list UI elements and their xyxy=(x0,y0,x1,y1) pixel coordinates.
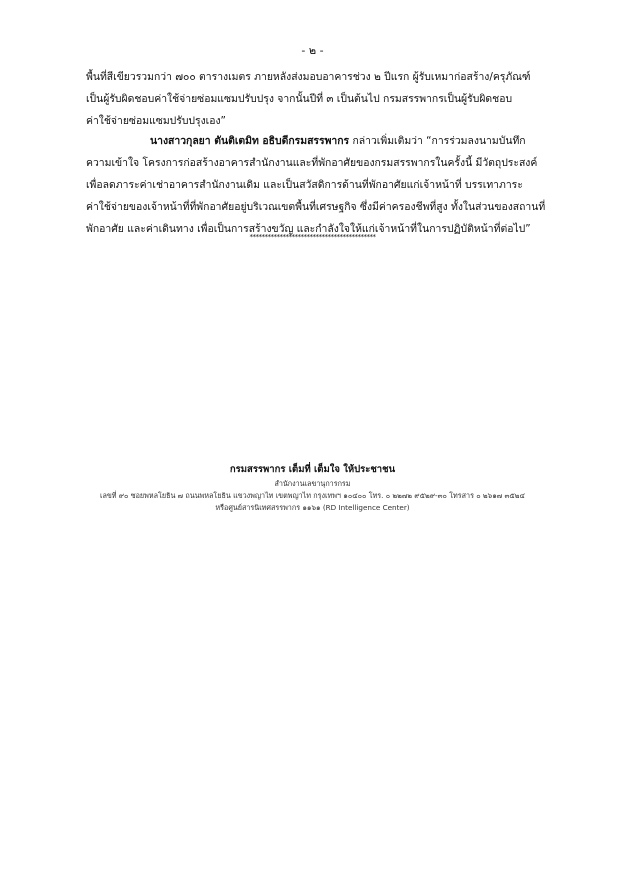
page-number: - ๒ - xyxy=(301,44,324,57)
paragraph-1-line-3: ค่าใช้จ่ายซ่อมแซมปรับปรุงเอง” xyxy=(86,115,226,127)
footer-address: เลขที่ ๙๐ ซอยพหลโยธิน ๗ ถนนพหลโยธิน แขวงพญาไท เขตพญาไท กรุงเทพฯ ๑๐๔๐๐ โทร. ๐ ๒๒๗๒ ๙๕๒๙-๓๐ โทรสาร ๐ ๒๖๑๗ ๓๕๒๔ xyxy=(100,491,525,500)
speaker-name: นางสาวกุลยา ตันติเตมิท อธิบดีกรมสรรพากร xyxy=(150,135,350,147)
paragraph-1-line-1: พื้นที่สีเขียวรวมกว่า ๗๐๐ ตารางเมตร ภายหลังส่งมอบอาคารช่วง ๒ ปีแรก ผู้รับเหมาก่อสร้าง/ครุภัณฑ์ xyxy=(86,71,531,83)
paragraph-2-line-5: พักอาศัย และค่าเดินทาง เพื่อเป็นการสร้างขวัญ และกำลังใจให้แก่เจ้าหน้าที่ในการปฏิบัติหน้าที่ต่อไป” xyxy=(86,223,531,235)
paragraph-2-line-3: เพื่อลดภาระค่าเช่าอาคารสำนักงานเดิม และเป็นสวัสดิการด้านที่พักอาศัยแก่เจ้าหน้าที่ บรรเทาภาระ xyxy=(86,179,523,191)
paragraph-2-line-1-rest: กล่าวเพิ่มเติมว่า “การร่วมลงนามบันทึก xyxy=(349,135,526,147)
paragraph-1-line-2: เป็นผู้รับผิดชอบค่าใช้จ่ายซ่อมแซมปรับปรุง จากนั้นปีที่ ๓ เป็นต้นไป กรมสรรพากรเป็นผู้รับผิดชอบ xyxy=(86,93,513,105)
paragraph-1 xyxy=(86,66,554,132)
separator-stars: ****************************************** xyxy=(249,233,376,241)
footer-contact: หรือศูนย์สารนิเทศสรรพากร ๑๑๖๑ (RD Intelligence Center) xyxy=(215,503,410,512)
footer-office: สำนักงานเลขานุการกรม xyxy=(274,479,351,488)
paragraph-2-line-1 xyxy=(86,130,554,152)
paragraph-2-line-2: ความเข้าใจ โครงการก่อสร้างอาคารสำนักงานและที่พักอาศัยของกรมสรรพากรในครั้งนี้ มีวัตถุประสงค์ xyxy=(86,157,538,169)
footer xyxy=(0,462,625,514)
paragraph-2 xyxy=(86,130,554,240)
paragraph-2-line-4: ค่าใช้จ่ายของเจ้าหน้าที่ที่พักอาศัยอยู่บริเวณเขตพื้นที่เศรษฐกิจ ซึ่งมีค่าครองชีพที่สูง ทั้งในส่วนของสถานที่ xyxy=(86,201,546,213)
footer-slogan: กรมสรรพากร เต็มที่ เต็มใจ ให้ประชาชน xyxy=(229,464,396,475)
